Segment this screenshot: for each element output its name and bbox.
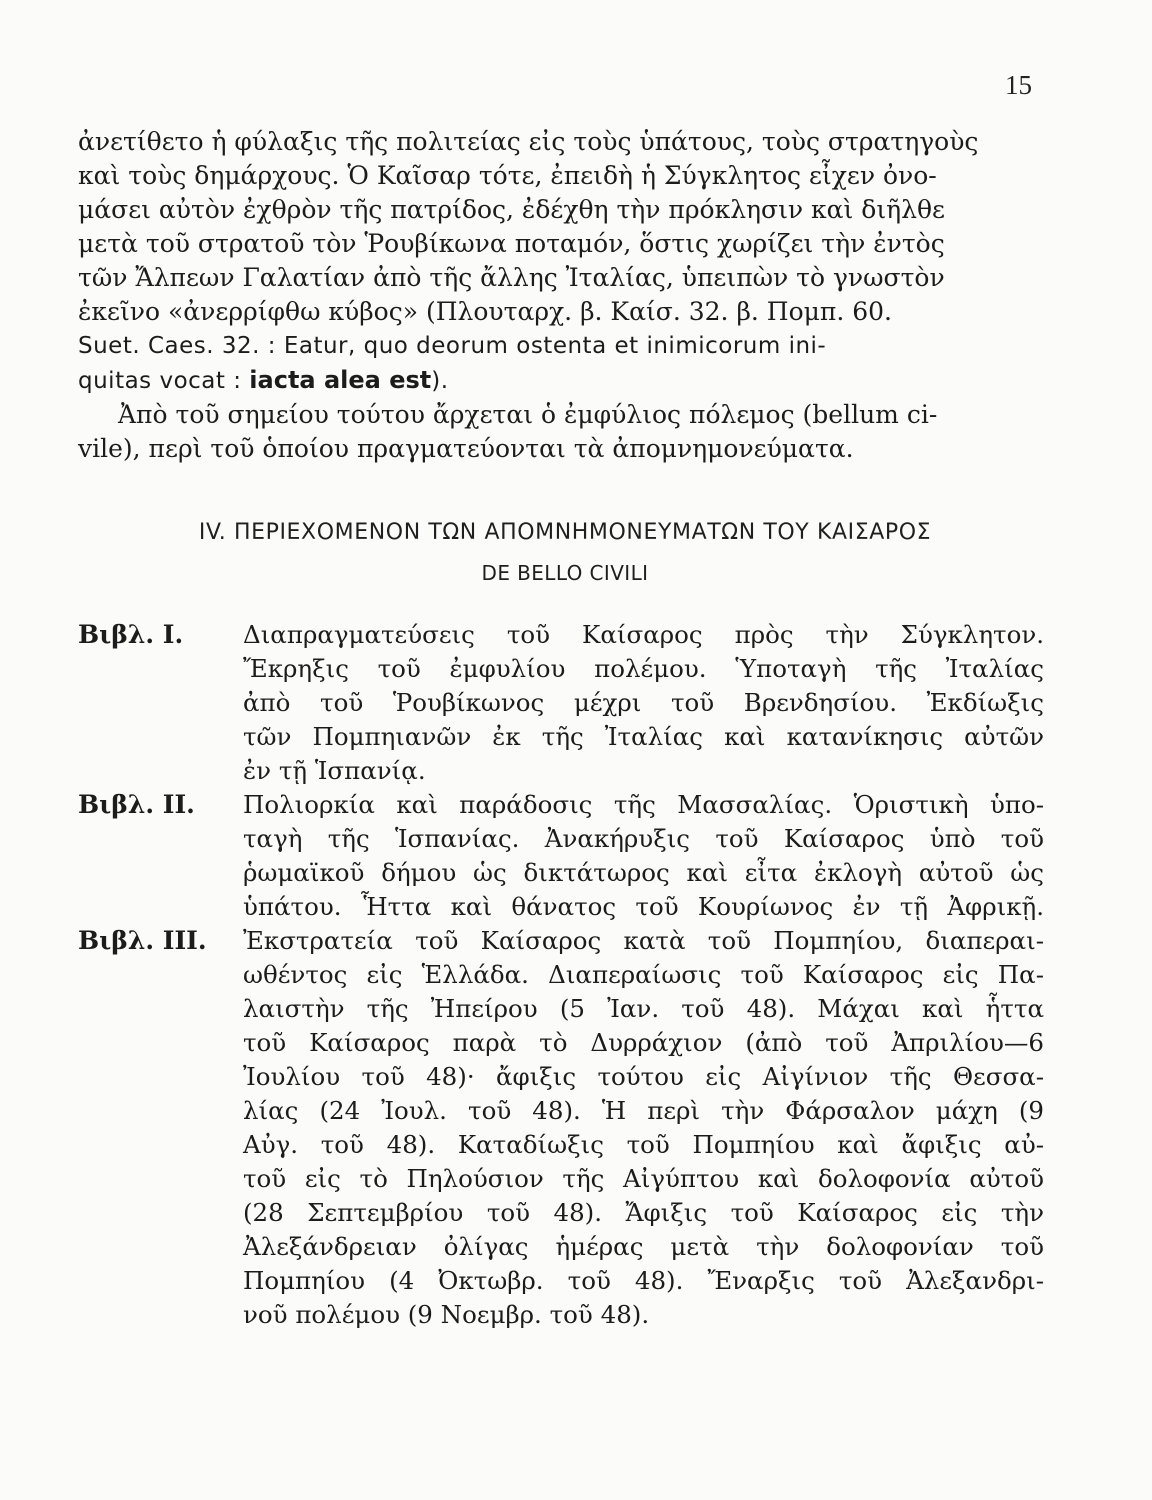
text-line: ἐκεῖνο «ἀνερρίφθω κύβος» (Πλουταρχ. β. Καίσ. 32. β. Πομπ. 60. xyxy=(78,297,892,326)
text-line: vile), περὶ τοῦ ὁποίου πραγματεύονται τὰ ἀπομνημονεύματα. xyxy=(78,434,854,463)
section-subtitle: DE BELLO CIVILI xyxy=(481,561,649,585)
books-list xyxy=(78,618,1044,1332)
book-entry-1 xyxy=(78,618,1044,788)
alea-phrase: iacta alea est xyxy=(249,366,432,394)
intro-paragraph-1 xyxy=(78,125,1044,398)
latin-quote-line: Suet. Caes. 32. : Eatur, quo deorum ostenta et inimicorum ini- xyxy=(78,333,827,359)
book-entry-3 xyxy=(78,924,1044,1332)
text-line: Πολιορκία καὶ παράδοσις τῆς Μασσαλίας. Ὁριστικὴ ὑπο- xyxy=(243,790,1044,819)
latin-prefix: quitas vocat : xyxy=(78,368,250,394)
text-line: ῥωμαϊκοῦ δήμου ὡς δικτάτωρος καὶ εἶτα ἐκλογὴ αὐτοῦ ὡς xyxy=(243,858,1044,887)
text-line: καὶ τοὺς δημάρχους. Ὁ Καῖσαρ τότε, ἐπειδὴ ἡ Σύγκλητος εἶχεν ὀνο- xyxy=(78,161,937,190)
text-line: ὑπάτου. Ἧττα καὶ θάνατος τοῦ Κουρίωνος ἐν τῇ Ἀφρικῇ. xyxy=(243,892,1044,921)
text-line: λίας (24 Ἰουλ. τοῦ 48). Ἡ περὶ τὴν Φάρσαλον μάχη (9 xyxy=(243,1096,1044,1125)
text-line: Αὐγ. τοῦ 48). Καταδίωξις τοῦ Πομπηίου καὶ ἄφιξις αὐ- xyxy=(243,1130,1044,1159)
text-line: ταγὴ τῆς Ἱσπανίας. Ἀνακήρυξις τοῦ Καίσαρος ὑπὸ τοῦ xyxy=(243,824,1044,853)
text-line: μάσει αὐτὸν ἐχθρὸν τῆς πατρίδος, ἐδέχθη τὴν πρόκλησιν καὶ διῆλθε xyxy=(78,195,945,224)
text-line: τῶν Πομπηιανῶν ἐκ τῆς Ἰταλίας καὶ κατανίκησις αὐτῶν xyxy=(243,722,1044,751)
text-line: μετὰ τοῦ στρατοῦ τὸν Ῥουβίκωνα ποταμόν, ὅστις χωρίζει τὴν ἐντὸς xyxy=(78,229,945,258)
text-line: ωθέντος εἰς Ἑλλάδα. Διαπεραίωσις τοῦ Καίσαρος εἰς Πα- xyxy=(243,960,1044,989)
intro-paragraph-2-cont xyxy=(78,432,1044,466)
latin-quote-line-2 xyxy=(78,363,1044,398)
book-label: Βιβλ. ΙΙ. xyxy=(78,790,195,819)
text-line: τοῦ Καίσαρος παρὰ τὸ Δυρράχιον (ἀπὸ τοῦ Ἀπριλίου—6 xyxy=(243,1028,1044,1057)
text-line: (28 Σεπτεμβρίου τοῦ 48). Ἄφιξις τοῦ Καίσαρος εἰς τὴν xyxy=(243,1198,1044,1227)
book-label: Βιβλ. Ι. xyxy=(78,620,184,649)
book-summary xyxy=(243,924,1044,1332)
text-line: ἀπὸ τοῦ Ῥουβίκωνος μέχρι τοῦ Βρενδησίου. Ἐκδίωξις xyxy=(243,688,1044,717)
text-line: Ἐκστρατεία τοῦ Καίσαρος κατὰ τοῦ Πομπηίου, διαπεραι- xyxy=(243,926,1044,955)
text-line: τοῦ εἰς τὸ Πηλούσιον τῆς Αἰγύπτου καὶ δολοφονία αὐτοῦ xyxy=(243,1164,1044,1193)
book-label: Βιβλ. ΙΙΙ. xyxy=(78,926,207,955)
book-summary xyxy=(243,788,1044,924)
text-line: Ἀλεξάνδρειαν ὀλίγας ἡμέρας μετὰ τὴν δολοφονίαν τοῦ xyxy=(243,1232,1044,1261)
text-line: ἀνετίθετο ἡ φύλαξις τῆς πολιτείας εἰς τοὺς ὑπάτους, τοὺς στρατηγοὺς xyxy=(78,127,979,156)
text-line: Ἰουλίου τοῦ 48)· ἄφιξις τούτου εἰς Αἰγίνιον τῆς Θεσσα- xyxy=(243,1062,1044,1091)
book-entry-2 xyxy=(78,788,1044,924)
latin-suffix: ). xyxy=(431,368,449,394)
text-line: Διαπραγματεύσεις τοῦ Καίσαρος πρὸς τὴν Σύγκλητον. xyxy=(243,620,1044,649)
text-line: Ἔκρηξις τοῦ ἐμφυλίου πολέμου. Ὑποταγὴ τῆς Ἰταλίας xyxy=(243,654,1044,683)
text-line: νοῦ πολέμου (9 Νοεμβρ. τοῦ 48). xyxy=(243,1300,650,1329)
book-summary xyxy=(243,618,1044,788)
intro-paragraph-2 xyxy=(78,398,1044,432)
text-line: ἐν τῇ Ἱσπανίᾳ. xyxy=(243,756,426,785)
text-line: Πομπηίου (4 Ὀκτωβρ. τοῦ 48). Ἔναρξις τοῦ Ἀλεξανδρι- xyxy=(243,1266,1044,1295)
text-line: Ἀπὸ τοῦ σημείου τούτου ἄρχεται ὁ ἐμφύλιος πόλεμος (bellum ci- xyxy=(118,400,938,429)
text-line: λαιστὴν τῆς Ἠπείρου (5 Ἰαν. τοῦ 48). Μάχαι καὶ ἧττα xyxy=(243,994,1044,1023)
text-line: τῶν Ἄλπεων Γαλατίαν ἀπὸ τῆς ἄλλης Ἰταλίας, ὑπειπὼν τὸ γνωστὸν xyxy=(78,263,945,292)
page-number: 15 xyxy=(1005,70,1032,100)
section-title: IV. ΠΕΡΙΕΧΟΜΕΝΟΝ ΤΩΝ ΑΠΟΜΝΗΜΟΝΕΥΜΑΤΩΝ ΤΟΥ ΚΑΙΣΑΡΟΣ xyxy=(198,520,932,545)
intro-text xyxy=(78,125,1044,466)
